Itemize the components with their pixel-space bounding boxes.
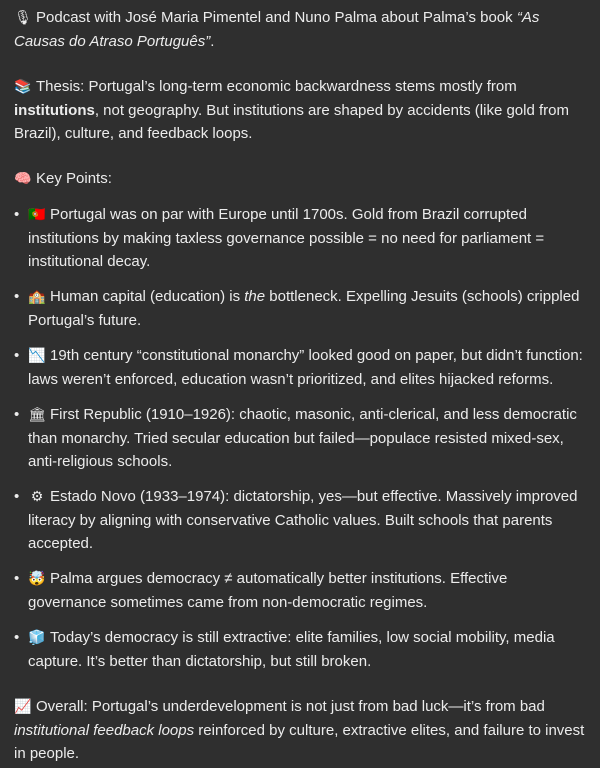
bullet: • <box>14 629 20 646</box>
list-item-text: Portugal was on par with Europe until 1700s. Gold from Brazil corrupted institutions by making taxless governance possible = no need for parliament = institutional decay. <box>28 206 545 270</box>
book-title: “As Causas do Atraso Português” <box>14 9 540 50</box>
bullet: • <box>14 570 20 587</box>
thesis-paragraph <box>14 75 586 145</box>
microphone-icon: 🎙 <box>14 10 32 26</box>
intro-paragraph <box>14 6 586 53</box>
list-item-text-before: Human capital (education) is <box>50 288 245 305</box>
key-points-heading-text: Key Points: <box>36 170 112 187</box>
list-item-text-after: bottleneck. Expelling Jesuits (schools) crippled Portugal’s future. <box>28 288 580 329</box>
list-item-text: First Republic (1910–1926): chaotic, masonic, anti-clerical, and less democratic than monarchy. Tried secular education but failed—populace resisted mixed-sex, anti-religious schools. <box>28 406 577 470</box>
overall-emphasis: institutional feedback loops <box>14 722 195 739</box>
classical-building-icon: 🏛 <box>28 407 46 423</box>
list-item-text: Palma argues democracy ≠ automatically better institutions. Effective governance sometimes came from non-democratic regimes. <box>28 570 508 611</box>
list-item <box>14 567 586 614</box>
bullet: • <box>14 288 20 305</box>
thesis-text-before: Thesis: Portugal’s long-term economic backwardness stems mostly from <box>36 78 517 95</box>
list-item <box>14 285 586 332</box>
list-item-text: Today’s democracy is still extractive: elite families, low social mobility, media capture. It’s better than dictatorship, but still broken. <box>28 629 555 670</box>
list-item-text: Estado Novo (1933–1974): dictatorship, yes—but effective. Massively improved literacy by aligning with conservative Catholic values. Built schools that parents accepted. <box>28 488 578 552</box>
bullet: • <box>14 347 20 364</box>
list-item-emphasis: the <box>244 288 266 305</box>
thesis-text-after: , not geography. But institutions are shaped by accidents (like gold from Brazil), culture, and feedback loops. <box>14 102 569 142</box>
overall-paragraph <box>14 695 586 765</box>
list-item <box>14 203 586 273</box>
brain-icon: 🧠 <box>14 171 32 187</box>
bullet: • <box>14 488 20 505</box>
intro-end: . <box>210 33 215 50</box>
bullet: • <box>14 406 20 423</box>
list-item <box>14 403 586 473</box>
mind-blown-icon: 🤯 <box>28 571 46 587</box>
school-icon: 🏫 <box>28 289 46 305</box>
chart-increasing-icon: 📈 <box>14 699 32 715</box>
list-item <box>14 485 586 555</box>
bullet: • <box>14 206 20 223</box>
key-points-heading <box>14 167 586 191</box>
list-item <box>14 344 586 391</box>
overall-text-before: Overall: Portugal’s underdevelopment is not just from bad luck—it’s from bad <box>36 698 545 715</box>
portugal-flag-icon: 🇵🇹 <box>28 207 46 223</box>
list-item <box>14 626 586 673</box>
intro-text: Podcast with José Maria Pimentel and Nuno Palma about Palma’s book <box>36 9 517 26</box>
thesis-bold: institutions <box>14 102 95 119</box>
gear-icon: ⚙ <box>30 489 44 505</box>
list-item-text: 19th century “constitutional monarchy” looked good on paper, but didn’t function: laws weren’t enforced, education wasn’t prioritized, and elites hijacked reforms. <box>28 347 583 388</box>
chart-decreasing-icon: 📉 <box>28 348 46 364</box>
ice-cube-icon: 🧊 <box>28 630 46 646</box>
key-points-list <box>14 203 586 673</box>
books-icon: 📚 <box>14 79 32 95</box>
overall-text-after: reinforced by culture, extractive elites, and failure to invest in people. <box>14 722 585 762</box>
